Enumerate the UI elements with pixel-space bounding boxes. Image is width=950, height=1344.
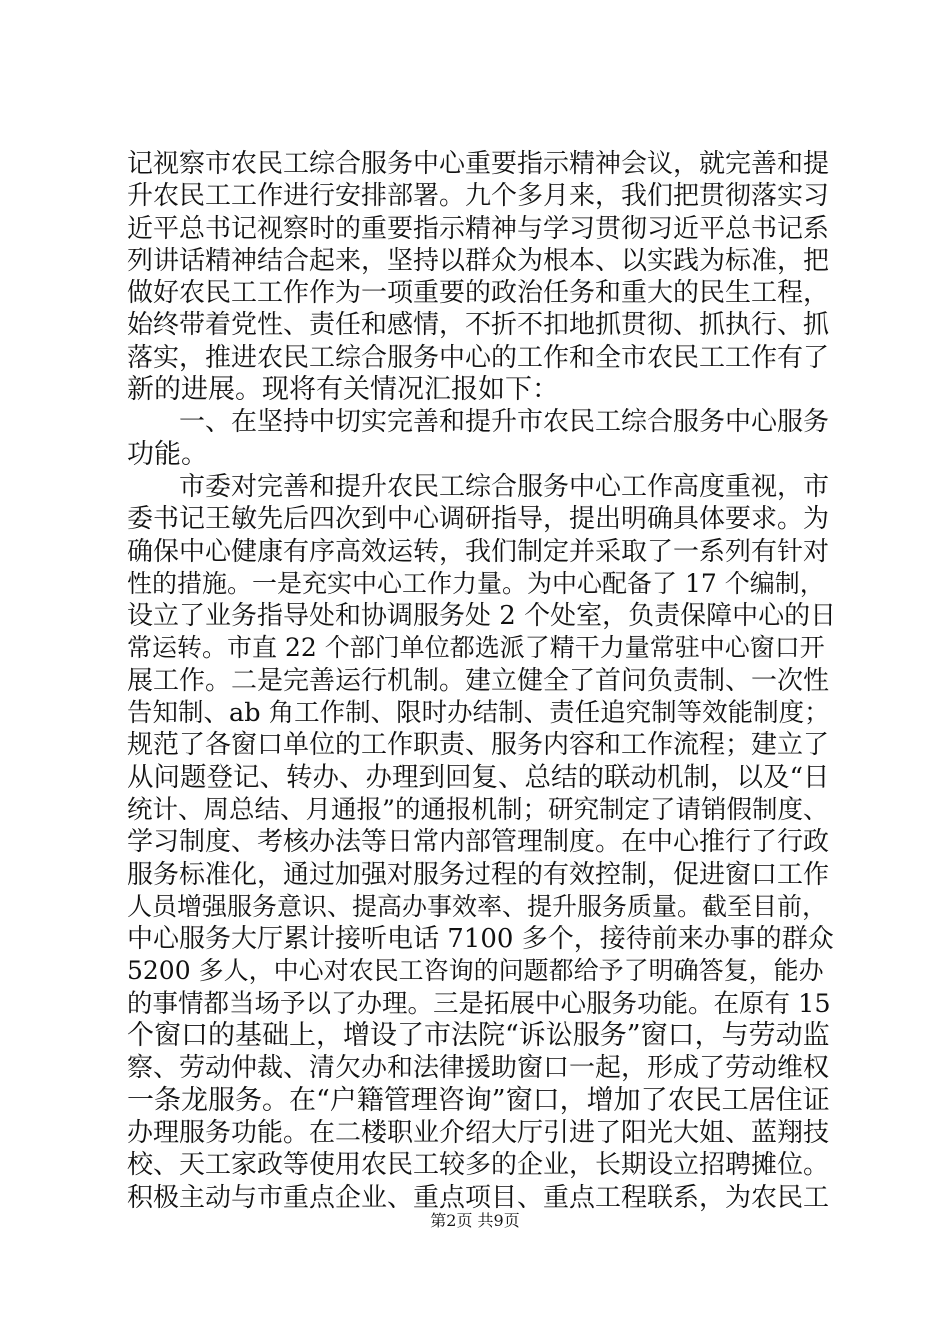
text-line: 5200 多人，中心对农民工咨询的问题都给予了明确答复，能办	[127, 956, 824, 986]
text-line: 列讲话精神结合起来，坚持以群众为根本、以实践为标准，把	[127, 245, 830, 276]
text-line: 告知制、ab 角工作制、限时办结制、责任追究制等效能制度；	[127, 698, 830, 729]
text-line: 近平总书记视察时的重要指示精神与学习贯彻习近平总书记系	[127, 213, 830, 244]
text-line: 察、劳动仲裁、清欠办和法律援助窗口一起，形成了劳动维权	[127, 1053, 830, 1084]
page-footer: 第2页 共9页	[430, 1211, 520, 1230]
text-line: 人员增强服务意识、提高办事效率、提升服务质量。截至目前，	[127, 891, 828, 921]
text-line: 中心服务大厅累计接听电话 7100 多个，接待前来办事的群众	[127, 924, 834, 955]
text-line: 升农民工工作进行安排部署。九个多月来，我们把贯彻落实习	[127, 181, 830, 212]
text-line: 始终带着党性、责任和感情，不折不扣地抓贯彻、抓执行、抓	[127, 310, 830, 341]
text-line: 统计、周总结、月通报”的通报机制；研究制定了请销假制度、	[127, 794, 829, 825]
text-line: 做好农民工工作作为一项重要的政治任务和重大的民生工程，	[127, 278, 830, 309]
text-line: 功能。	[127, 438, 208, 470]
text-line: 一、在坚持中切实完善和提升市农民工综合服务中心服务	[127, 407, 830, 438]
text-line: 服务标准化，通过加强对服务过程的有效控制，促进窗口工作	[127, 859, 830, 890]
text-line: 常运转。市直 22 个部门单位都选派了精干力量常驻中心窗口开	[127, 633, 825, 663]
text-line: 落实，推进农民工综合服务中心的工作和全市农民工工作有了	[127, 342, 830, 373]
text-line: 记视察市农民工综合服务中心重要指示精神会议，就完善和提	[127, 149, 830, 179]
text-line: 委书记王敏先后四次到中心调研指导，提出明确具体要求。为	[127, 504, 830, 535]
text-line: 个窗口的基础上，增设了市法院“诉讼服务”窗口，与劳动监	[127, 1020, 830, 1052]
text-line: 从问题登记、转办、办理到回复、总结的联动机制，以及“日	[127, 761, 830, 793]
body-text	[127, 148, 837, 1214]
text-line: 学习制度、考核办法等日常内部管理制度。在中心推行了行政	[127, 827, 830, 858]
text-line: 办理服务功能。在二楼职业介绍大厅引进了阳光大姐、蓝翔技	[127, 1117, 830, 1148]
text-line: 校、天工家政等使用农民工较多的企业，长期设立招聘摊位。	[127, 1150, 830, 1181]
text-line: 确保中心健康有序高效运转，我们制定并采取了一系列有针对	[127, 536, 830, 567]
text-line: 的事情都当场予以了办理。三是拓展中心服务功能。在原有 15	[127, 988, 831, 1019]
text-line: 规范了各窗口单位的工作职责、服务内容和工作流程；建立了	[127, 730, 830, 761]
text-line: 积极主动与市重点企业、重点项目、重点工程联系，为农民工	[127, 1182, 830, 1213]
text-line: 新的进展。现将有关情况汇报如下：	[127, 374, 559, 406]
text-line: 市委对完善和提升农民工综合服务中心工作高度重视，市	[127, 471, 830, 502]
text-line: 展工作。二是完善运行机制。建立健全了首问负责制、一次性	[127, 665, 830, 696]
text-line: 性的措施。一是充实中心工作力量。为中心配备了 17 个编制，	[127, 568, 825, 598]
text-line: 设立了业务指导处和协调服务处 2 个处室，负责保障中心的日	[127, 601, 837, 632]
text-line: 一条龙服务。在“户籍管理咨询”窗口，增加了农民工居住证	[127, 1084, 830, 1116]
